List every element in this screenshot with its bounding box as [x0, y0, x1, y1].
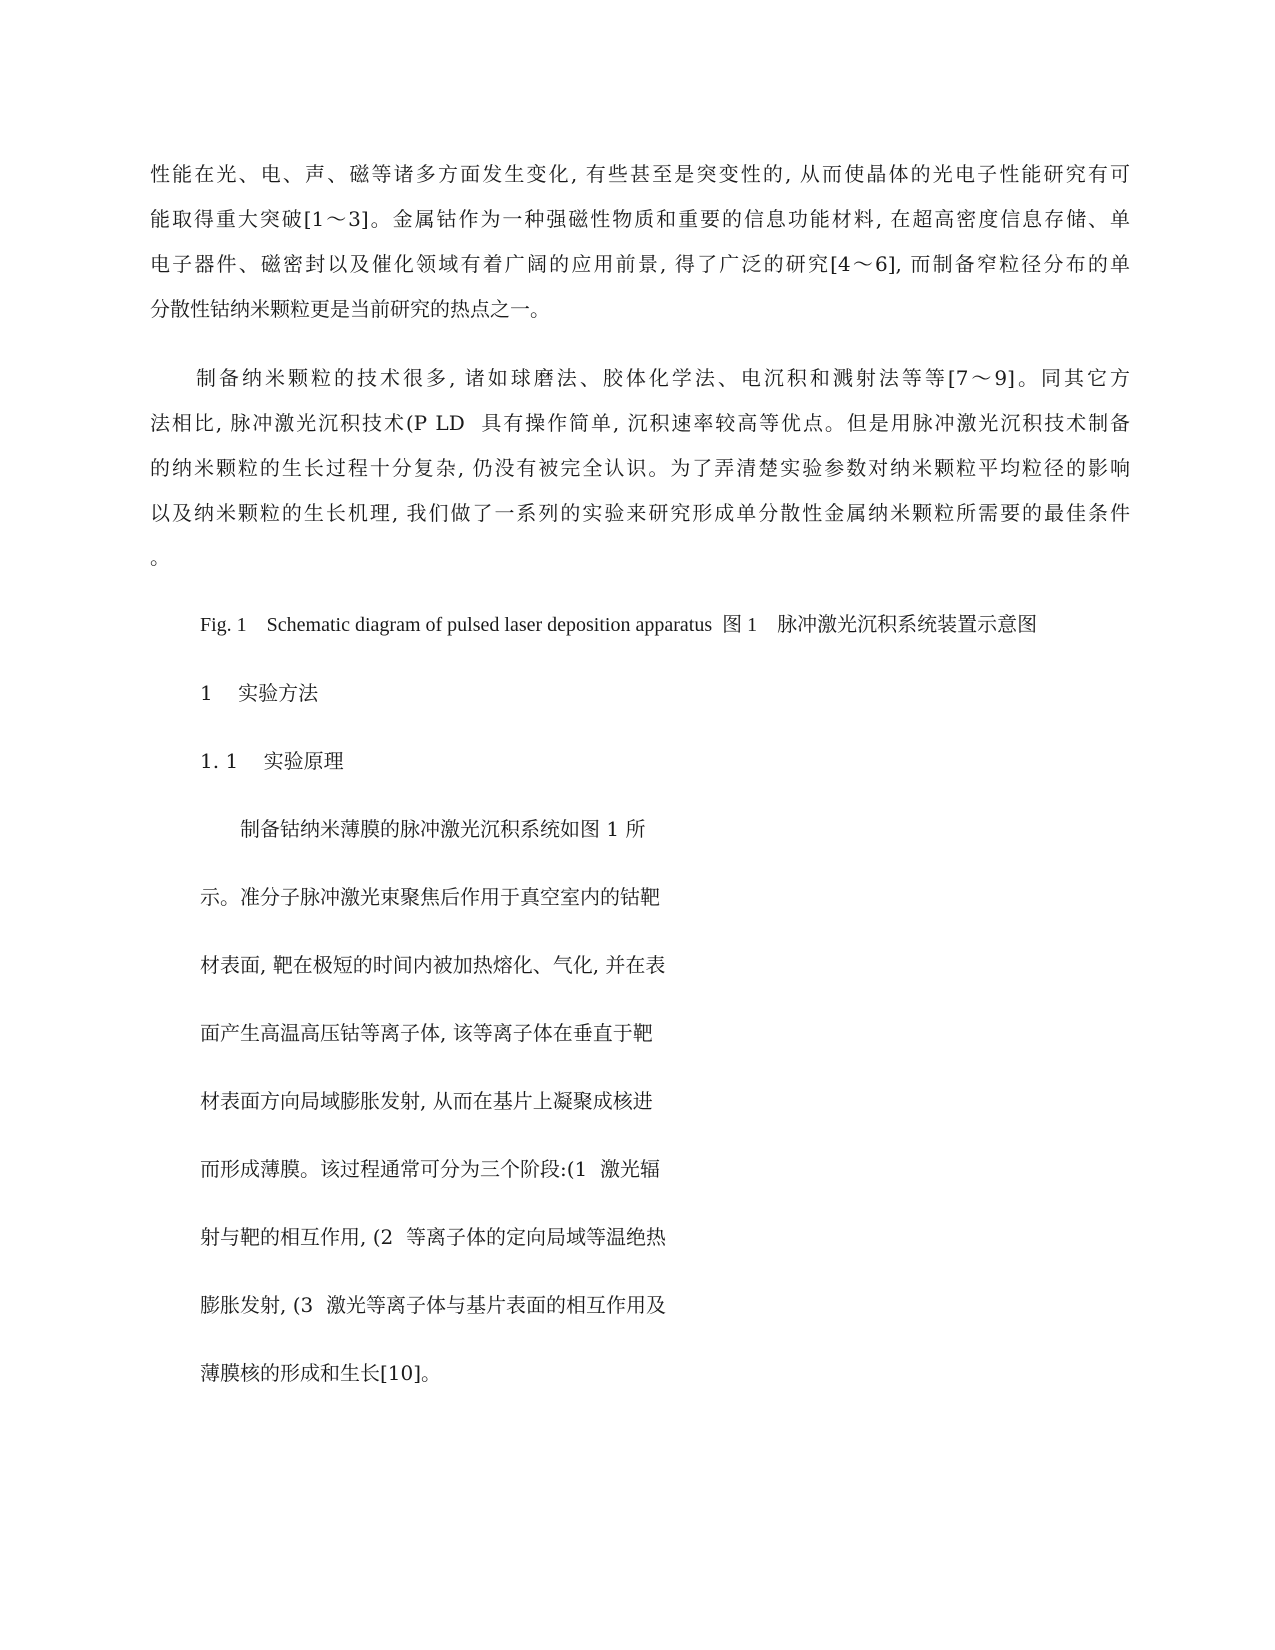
- intro-line-1: 性能在光、电、声、磁等诸多方面发生变化, 有些甚至是突变性的, 从而使晶体的光电子性能研究有可: [150, 162, 1130, 186]
- methods-line-3: 的纳米颗粒的生长过程十分复杂, 仍没有被完全认识。为了弄清楚实验参数对纳米颗粒平均粒径的影响: [150, 456, 1130, 480]
- methods-line-4: 以及纳米颗粒的生长机理, 我们做了一系列的实验来研究形成单分散性金属纳米颗粒所需要的最佳条件: [150, 501, 1130, 525]
- principle-line-6: 而形成薄膜。该过程通常可分为三个阶段:(1 激光辐: [200, 1157, 660, 1181]
- methods-line-1: 制备纳米颗粒的技术很多, 诸如球磨法、胶体化学法、电沉积和溅射法等等[7～9]。同其它方: [150, 366, 1130, 390]
- principle-line-2: 示。准分子脉冲激光束聚焦后作用于真空室内的钴靶: [200, 885, 660, 909]
- intro-line-4: 分散性钴纳米颗粒更是当前研究的热点之一。: [150, 297, 550, 321]
- principle-line-5: 材表面方向局域膨胀发射, 从而在基片上凝聚成核进: [200, 1089, 653, 1113]
- subsection-heading: 1. 1 实验原理: [200, 749, 344, 773]
- principle-line-1: 制备钴纳米薄膜的脉冲激光沉积系统如图 1 所: [200, 817, 646, 841]
- intro-line-3: 电子器件、磁密封以及催化领域有着广阔的应用前景, 得了广泛的研究[4～6], 而制备窄粒径分布的单: [150, 252, 1130, 276]
- principle-line-4: 面产生高温高压钴等离子体, 该等离子体在垂直于靶: [200, 1021, 653, 1045]
- principle-line-9: 薄膜核的形成和生长[10]。: [200, 1361, 442, 1385]
- figure-caption: Fig. 1 Schematic diagram of pulsed laser deposition apparatus 图 1 脉冲激光沉积系统装置示意图: [200, 614, 1038, 636]
- methods-line-2: 法相比, 脉冲激光沉积技术(P LD 具有操作简单, 沉积速率较高等优点。但是用脉冲激光沉积技术制备: [150, 411, 1130, 435]
- section-heading: 1 实验方法: [200, 681, 319, 705]
- principle-line-7: 射与靶的相互作用, (2 等离子体的定向局域等温绝热: [200, 1225, 666, 1249]
- principle-line-8: 膨胀发射, (3 激光等离子体与基片表面的相互作用及: [200, 1293, 666, 1317]
- principle-line-3: 材表面, 靶在极短的时间内被加热熔化、气化, 并在表: [200, 953, 666, 977]
- methods-line-5: 。: [150, 545, 170, 569]
- intro-line-2: 能取得重大突破[1～3]。金属钴作为一种强磁性物质和重要的信息功能材料, 在超高密度信息存储、单: [150, 207, 1130, 231]
